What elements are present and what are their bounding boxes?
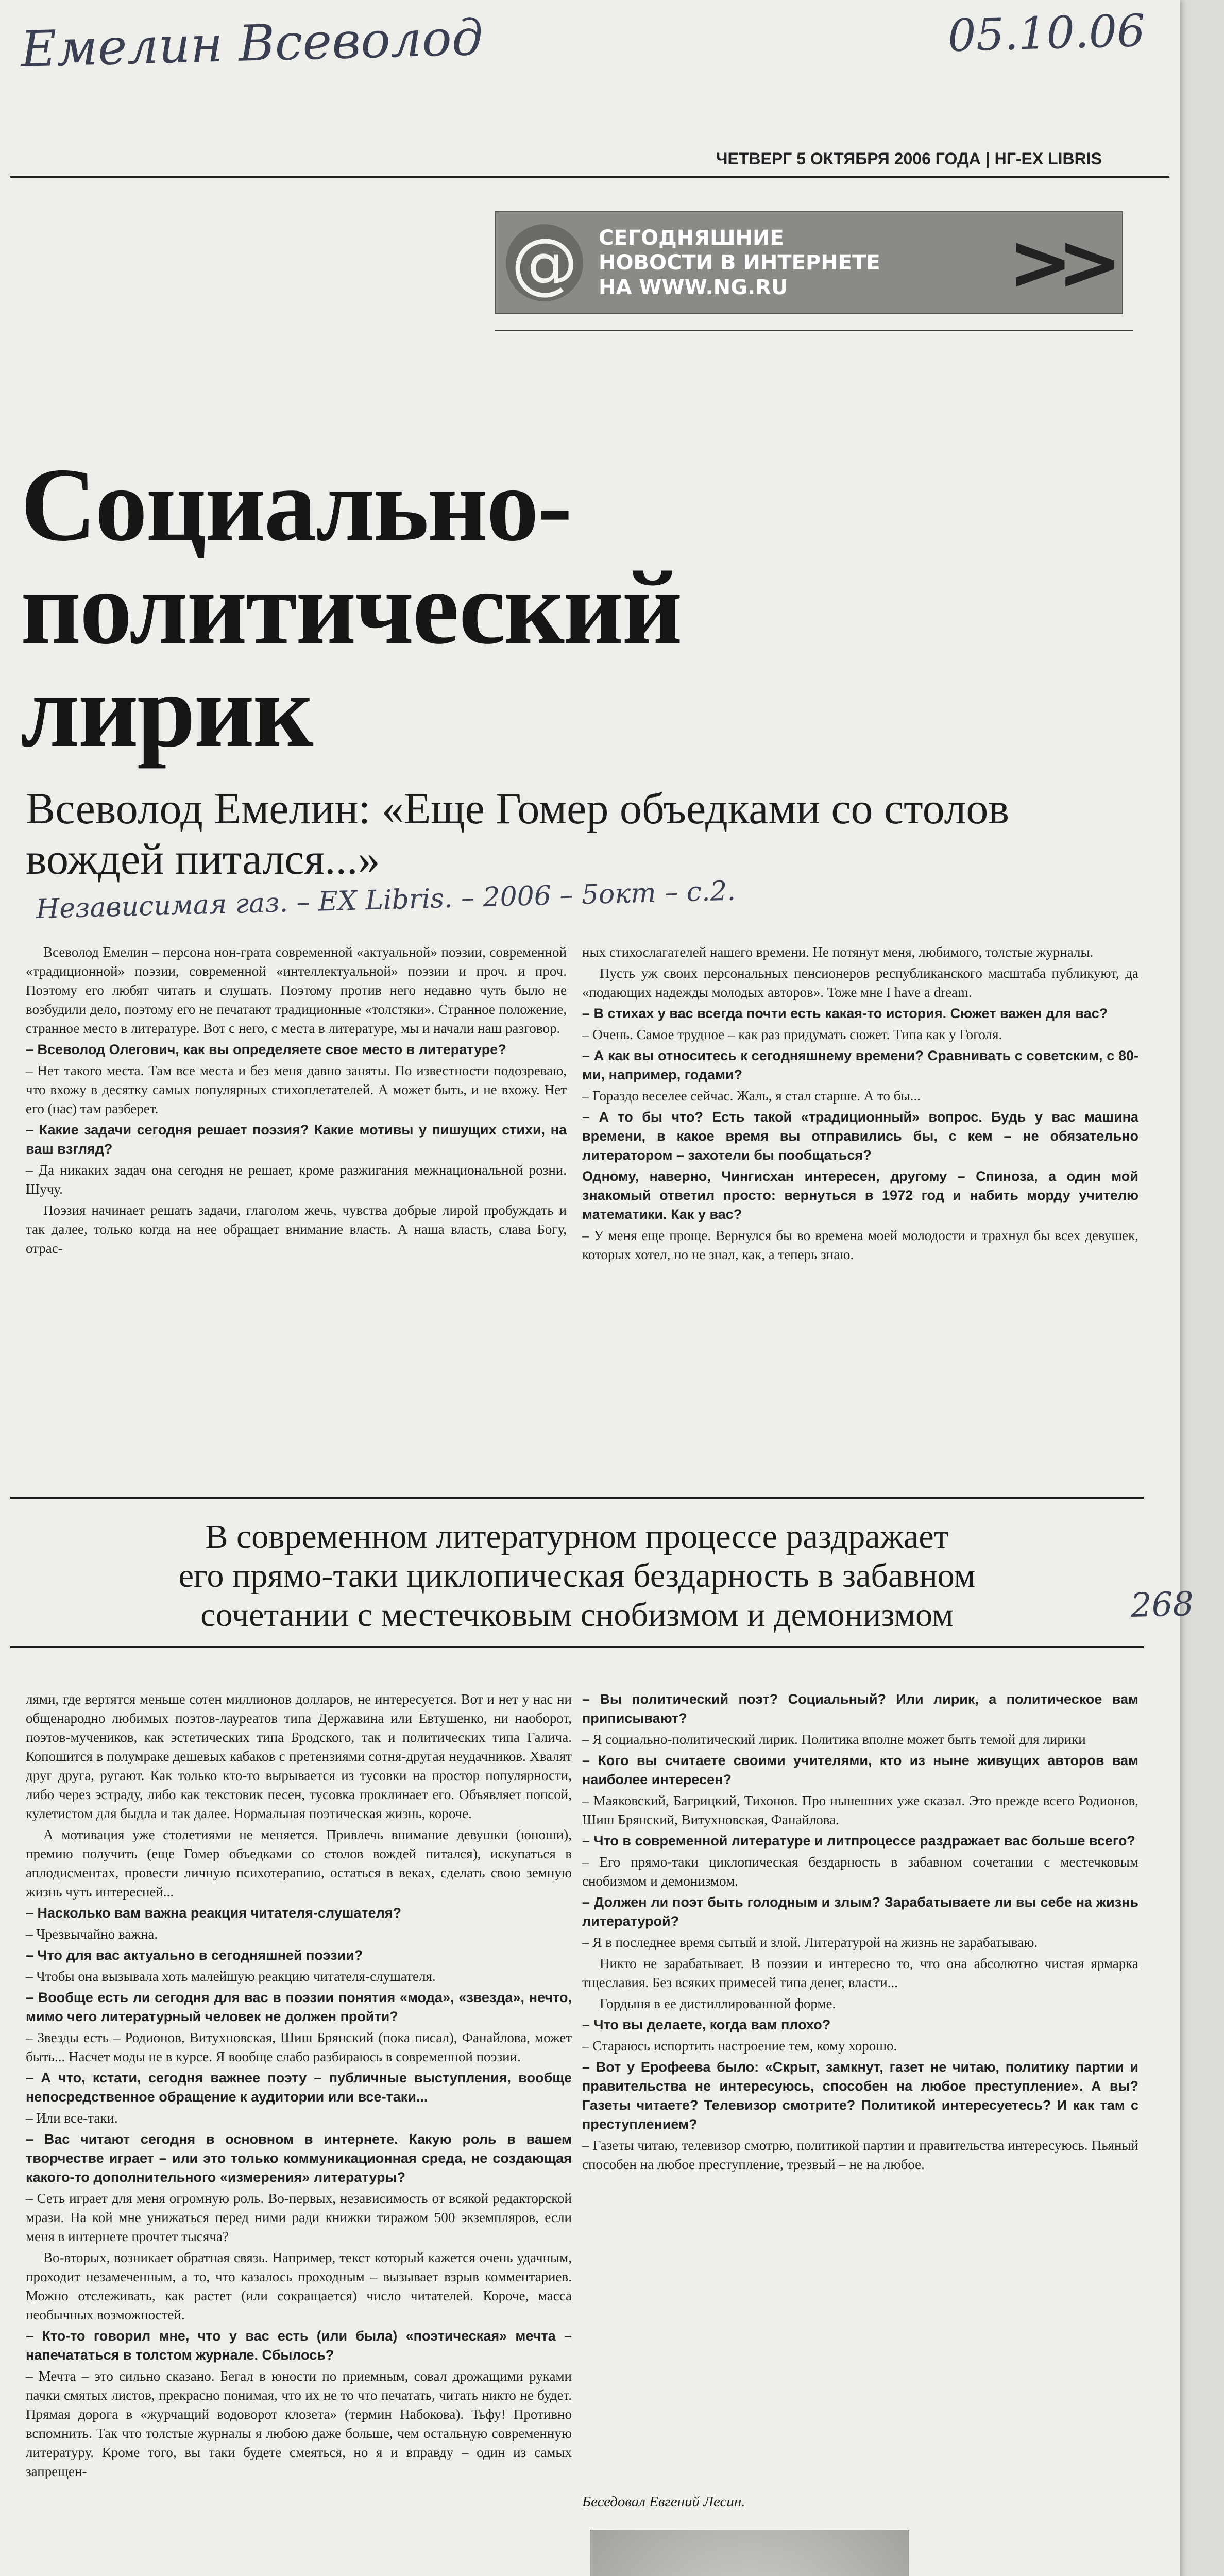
pullquote-top-rule	[10, 1497, 1144, 1499]
author-portrait-image	[590, 2530, 909, 2576]
article-paragraph: – У меня еще проще. Вернулся бы во времена моей молодости и трахнул бы всех девушек, которых хотел, но не знал, как, а теперь знаю.	[582, 1228, 1138, 1262]
interview-question: – А то бы что? Есть такой «традиционный» вопрос. Будь у вас машина времени, в какое время вы отправились бы, с кем – не обязательно литератором – захотели бы пообщаться?	[582, 1109, 1138, 1163]
pullquote-line: сочетании с местечковым снобизмом и демонизмом	[200, 1596, 954, 1634]
subheadline	[26, 783, 1138, 884]
interview-question: – Что вы делаете, когда вам плохо?	[582, 2017, 831, 2032]
article-paragraph: – Гораздо веселее сейчас. Жаль, я стал старше. А то бы...	[582, 1088, 921, 1104]
banner-line: СЕГОДНЯШНИЕ	[599, 226, 784, 250]
interview-question: – Вы политический поэт? Социальный? Или лирик, а политическое вам приписывают?	[582, 1691, 1138, 1726]
handwritten-source-note: Независимая газ. – EX Libris. – 2006 – 5окт – с.2.	[36, 875, 736, 925]
masthead-rule	[10, 176, 1169, 178]
article-paragraph: Поэзия начинает решать задачи, глаголом жечь, чувства добрые лирой пробуждать и так далее, только когда на нее обращает внимание власть. А наша власть, слава Богу, отрас-	[26, 1202, 567, 1256]
headline	[21, 447, 1102, 769]
article-paragraph: – Звезды есть – Родионов, Витухновская, Шиш Брянский (пока писал), Фанайлова, может быть... Насчет моды не в курсе. Я вообще слабо разбираюсь в современной поэзии.	[26, 2030, 572, 2064]
article-paragraph: А мотивация уже столетиями не меняется. Привлечь внимание девушки (юноши), премию получить (еще Гомер объедками со столов вождей питался), искупаться в аплодисментах, провести личную психотерапию, остаться в веках, сделать свою земную жизнь чуть интересней...	[26, 1827, 572, 1900]
article-paragraph: – Стараюсь испортить настроение тем, кому хорошо.	[582, 2038, 897, 2054]
article-column-2-bottom	[582, 1690, 1138, 2176]
masthead-date-line: ЧЕТВЕРГ 5 ОКТЯБРЯ 2006 ГОДА | НГ-EX LIBRIS	[716, 149, 1102, 168]
pullquote	[10, 1517, 1144, 1635]
interview-question: – Вас читают сегодня в основном в интернете. Какую роль в вашем творчестве играет – или это только коммуникационная среда, не создающая какого-то дополнительного «измерения» литературы?	[26, 2131, 572, 2185]
article-paragraph: – Чтобы она вызывала хоть малейшую реакцию читателя-слушателя.	[26, 1969, 436, 1984]
interview-question: – Какие задачи сегодня решает поэзия? Какие мотивы у пишущих стихи, на ваш взгляд?	[26, 1122, 567, 1157]
interview-question: – А что, кстати, сегодня важнее поэту – публичные выступления, вообще непосредственное обращение к аудитории или все-таки...	[26, 2070, 572, 2105]
handwritten-date: 05.10.06	[947, 5, 1146, 62]
subheadline-quote: : «Еще Гомер объедками со столов вождей питался...»	[26, 784, 1010, 884]
article-paragraph: – Сеть играет для меня огромную роль. Во-первых, независимость от всякой редакторской мрази. На кой мне унижаться перед ними ради книжки тиражом 500 экземпляров, если меня в интернете прочтет тысяча?	[26, 2191, 572, 2244]
article-paragraph: – Да никаких задач она сегодня не решает, кроме разжигания межнациональной розни. Шучу.	[26, 1162, 567, 1197]
interview-question: – Насколько вам важна реакция читателя-слушателя?	[26, 1905, 402, 1921]
article-paragraph: лями, где вертятся меньше сотен миллионов долларов, не интересуется. Вот и нет у нас ни общенародно любимых поэтов-лауреатов типа Державина или Евтушенко, ни наоборот, поэтов-мучеников, как эстетических типа Бродского, так и политических типа Галича. Копошится в полумраке дешевых кабаков с претензиями сотня-другая неудачников. Хвалят друг друга, ругают. Как только кто-то вырывается из тусовки на простор популярности, либо через эстраду, либо как текстовик песен, тусовка проклинает его. Объявляет попсой, кулетистом для быдла и так далее. Нормальная поэтическая жизнь, короче.	[26, 1691, 572, 1821]
pullquote-line: В современном литературном процессе раздражает	[205, 1518, 949, 1555]
pullquote-bottom-rule	[10, 1646, 1144, 1648]
interview-question: – В стихах у вас всегда почти есть какая-то история. Сюжет важен для вас?	[582, 1006, 1108, 1021]
article-column-1-top	[26, 943, 567, 1260]
at-icon: @	[506, 224, 583, 301]
interview-question: – Должен ли поэт быть голодным и злым? Зарабатываете ли вы себе на жизнь литературой?	[582, 1894, 1138, 1929]
article-paragraph: Во-вторых, возникает обратная связь. Например, текст который кажется очень удачным, проходит незамеченным, а то, что казалось проходным – вызывает взрыв комментариев. Можно отслеживать, как растет (или сокращается) число читателей. Короче, масса необычных возможностей.	[26, 2250, 572, 2323]
interview-question: – Кто-то говорил мне, что у вас есть (или была) «поэтическая» мечта – напечататься в толстом журнале. Сбылось?	[26, 2328, 572, 2363]
handwritten-author-name: Емелин Всеволод	[20, 8, 484, 78]
article-paragraph: – Его прямо-таки циклопическая бездарность в забавном сочетании с местечковым снобизмом и демонизмом.	[582, 1854, 1138, 1889]
article-paragraph: Гордыня в ее дистиллированной форме.	[600, 1996, 836, 2011]
article-paragraph: Никто не зарабатывает. В поэзии и интересно то, что она абсолютно чистая ярмарка тщеславия. Без всяких примесей типа денег, власти...	[582, 1956, 1138, 1990]
interview-question: Одному, наверно, Чингисхан интересен, другому – Спиноза, а один мой знакомый ответил просто: вернуться в 1972 год и набить морду учителю математики. Как у вас?	[582, 1168, 1138, 1222]
double-arrow-icon: >>	[1008, 218, 1107, 308]
headline-line: Социально-	[21, 447, 571, 563]
interviewer-signature: Беседовал Евгений Лесин.	[582, 2494, 745, 2510]
banner-divider	[495, 330, 1133, 331]
article-paragraph: – Чрезвычайно важна.	[26, 1926, 158, 1942]
article-column-1-bottom	[26, 1690, 572, 2483]
article-paragraph: – Газеты читаю, телевизор смотрю, политикой партии и правительства интересуюсь. Пьяный способен на любое преступление, трезвый – не на любое.	[582, 2138, 1138, 2172]
banner-line: НА WWW.NG.RU	[599, 276, 788, 299]
article-paragraph: – Очень. Самое трудное – как раз придумать сюжет. Типа как у Гоголя.	[582, 1027, 1002, 1042]
article-paragraph: – Маяковский, Багрицкий, Тихонов. Про нынешних уже сказал. Это прежде всего Родионов, Шиш Брянский, Витухновская, Фанайлова.	[582, 1793, 1138, 1827]
article-paragraph: Пусть уж своих персональных пенсионеров республиканского масштаба публикуют, да «подающих надежды молодых авторов». Тоже мне I have a dream.	[582, 965, 1138, 1000]
interview-question: – Что в современной литературе и литпроцессе раздражает вас больше всего?	[582, 1833, 1135, 1849]
author-photo	[590, 2530, 909, 2576]
article-column-2-top	[582, 943, 1138, 1266]
banner-text	[599, 226, 1008, 300]
article-paragraph: – Мечта – это сильно сказано. Бегал в юности по приемным, совал дрожащими руками пачки смятых листов, прекрасно понимая, что их не то что печатать, читать никто не будет. Прямая дорога в «журчащий водоворот клозета» (термин Набокова). Тьфу! Противно вспомнить. Так что толстые журналы я любою даже больше, чем остальную современную литературу. Кроме того, вы таки будете смеяться, но я и вправду – один из самых запрещен-	[26, 2368, 572, 2479]
banner-line: НОВОСТИ В ИНТЕРНЕТЕ	[599, 251, 880, 275]
headline-line: политический	[21, 550, 681, 666]
article-paragraph: Всеволод Емелин – персона нон-грата современной «актуальной» поэзии, современной «традиционной» поэзии, современной «интеллектуальной» поэзии и проч. и проч. Поэтому его любят читать и слушать. Поэтому против него недавно чуть было не возбудили дело, поэтому его не печатают традиционные «толстяки». Странное положение, странное место в литературе. Вот с него, с места в литературе, мы и начали наш разговор.	[26, 944, 567, 1036]
interview-question: – А как вы относитесь к сегодняшнему времени? Сравнивать с советским, с 80-ми, например, годами?	[582, 1048, 1138, 1082]
handwritten-page-number: 268	[1130, 1585, 1195, 1625]
headline-line: лирик	[21, 653, 312, 769]
interview-question: – Вот у Ерофеева было: «Скрыт, замкнут, газет не читаю, политику партии и правительства не интересуюсь, способен на любое преступление». А вы? Газеты читаете? Телевизор смотрите? Политикой интересуетесь? И как там с преступлением?	[582, 2059, 1138, 2132]
pullquote-line: его прямо-таки циклопическая бездарность в забавном	[178, 1557, 976, 1595]
article-paragraph: – Или все-таки.	[26, 2110, 118, 2126]
interview-question: – Что для вас актуально в сегодняшней поэзии?	[26, 1947, 363, 1963]
interview-question: – Всеволод Олегович, как вы определяете свое место в литературе?	[26, 1042, 506, 1057]
article-paragraph: ных стихослагателей нашего времени. Не потянут меня, любимого, толстые журналы.	[582, 944, 1094, 960]
subheadline-name: Всеволод Емелин	[26, 784, 359, 833]
article-paragraph: – Нет такого места. Там все места и без меня давно заняты. По известности подозреваю, что вхожу в десятку самых популярных стихоплетателей. А может быть, и не вхожу. Нет его (нас) там разберет.	[26, 1063, 567, 1116]
article-paragraph: – Я в последнее время сытый и злой. Литературой на жизнь не зарабатываю.	[582, 1935, 1038, 1950]
article-paragraph: – Я социально-политический лирик. Политика вполне может быть темой для лирики	[582, 1732, 1086, 1747]
interview-question: – Кого вы считаете своими учителями, кто из ныне живущих авторов вам наиболее интересен?	[582, 1753, 1138, 1787]
interview-question: – Вообще есть ли сегодня для вас в поэзии понятия «мода», «звезда», нечто, мимо чего литературный человек не должен пройти?	[26, 1990, 572, 2024]
internet-news-banner[interactable]	[495, 211, 1123, 314]
